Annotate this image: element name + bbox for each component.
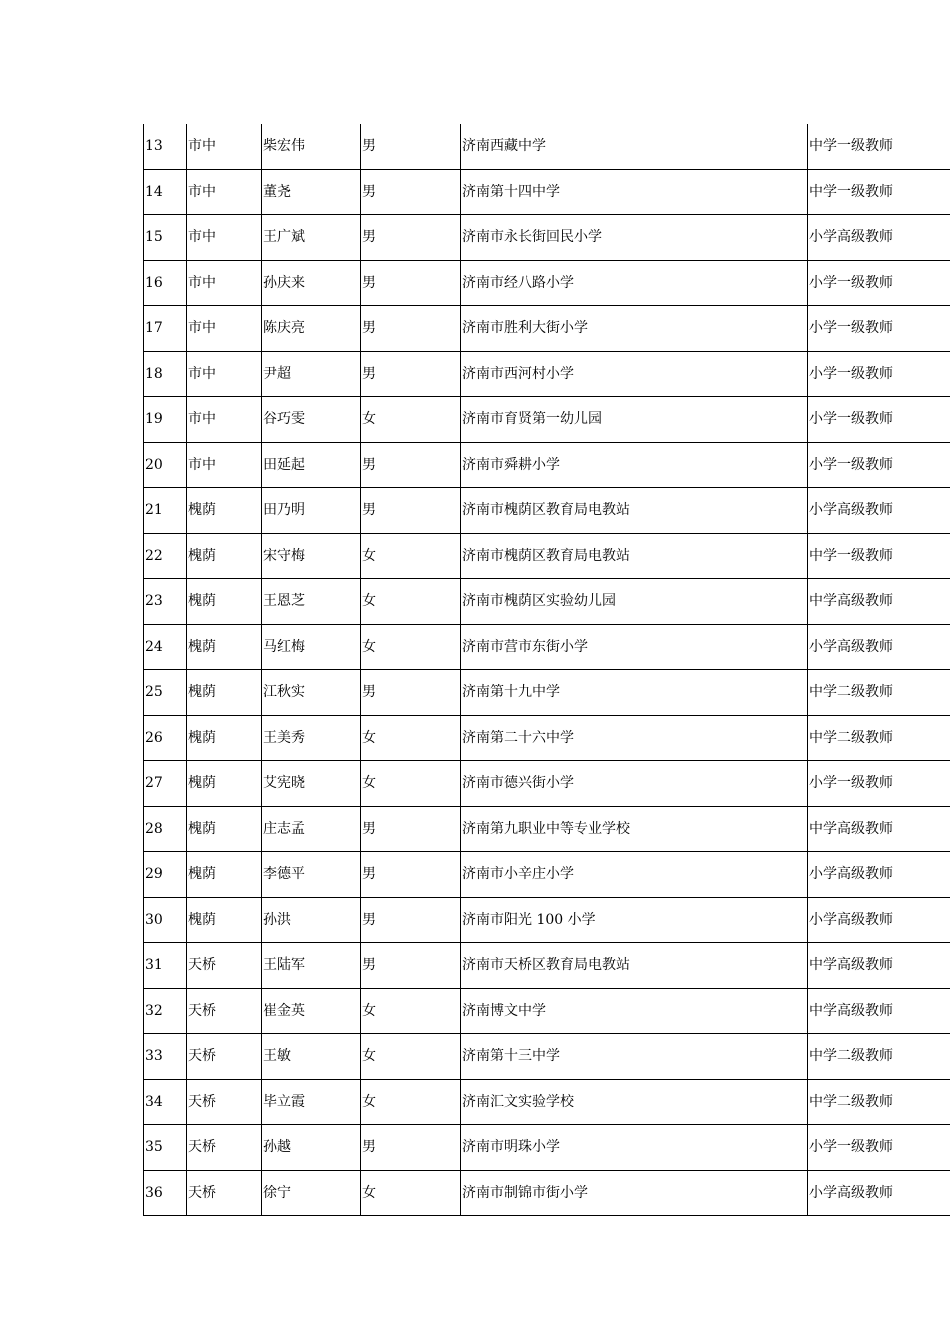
cell-professional-title: 中学高级教师 <box>808 988 950 1034</box>
cell-number: 16 <box>144 260 187 306</box>
cell-school: 济南市槐荫区教育局电教站 <box>461 488 808 534</box>
cell-gender: 女 <box>361 715 461 761</box>
cell-number: 21 <box>144 488 187 534</box>
cell-teacher-name: 田延起 <box>262 442 361 488</box>
cell-district: 槐荫 <box>187 488 262 534</box>
table-row <box>144 1125 950 1171</box>
cell-number: 19 <box>144 397 187 443</box>
table-row <box>144 351 950 397</box>
cell-gender: 女 <box>361 624 461 670</box>
cell-district: 天桥 <box>187 988 262 1034</box>
cell-gender: 女 <box>361 761 461 807</box>
cell-teacher-name: 谷巧雯 <box>262 397 361 443</box>
cell-gender: 男 <box>361 124 461 169</box>
cell-professional-title: 中学二级教师 <box>808 1079 950 1125</box>
cell-number: 36 <box>144 1170 187 1216</box>
cell-number: 34 <box>144 1079 187 1125</box>
cell-gender: 男 <box>361 806 461 852</box>
cell-teacher-name: 崔金英 <box>262 988 361 1034</box>
cell-district: 市中 <box>187 351 262 397</box>
cell-teacher-name: 徐宁 <box>262 1170 361 1216</box>
table-row <box>144 579 950 625</box>
cell-gender: 男 <box>361 306 461 352</box>
cell-teacher-name: 孙洪 <box>262 897 361 943</box>
cell-teacher-name: 艾宪晓 <box>262 761 361 807</box>
cell-gender: 男 <box>361 943 461 989</box>
cell-number: 13 <box>144 124 187 169</box>
cell-number: 18 <box>144 351 187 397</box>
cell-professional-title: 小学一级教师 <box>808 761 950 807</box>
cell-professional-title: 小学高级教师 <box>808 1170 950 1216</box>
cell-professional-title: 小学一级教师 <box>808 306 950 352</box>
cell-district: 市中 <box>187 260 262 306</box>
cell-school: 济南市槐荫区教育局电教站 <box>461 533 808 579</box>
cell-district: 市中 <box>187 169 262 215</box>
cell-gender: 男 <box>361 488 461 534</box>
cell-gender: 女 <box>361 1079 461 1125</box>
table-row <box>144 397 950 443</box>
cell-school: 济南市天桥区教育局电教站 <box>461 943 808 989</box>
cell-district: 市中 <box>187 215 262 261</box>
cell-gender: 男 <box>361 897 461 943</box>
cell-school: 济南市槐荫区实验幼儿园 <box>461 579 808 625</box>
table-row <box>144 124 950 169</box>
cell-number: 35 <box>144 1125 187 1171</box>
cell-gender: 女 <box>361 1170 461 1216</box>
cell-school: 济南博文中学 <box>461 988 808 1034</box>
cell-teacher-name: 江秋实 <box>262 670 361 716</box>
cell-school: 济南第十四中学 <box>461 169 808 215</box>
cell-number: 17 <box>144 306 187 352</box>
cell-number: 27 <box>144 761 187 807</box>
cell-professional-title: 中学二级教师 <box>808 670 950 716</box>
cell-teacher-name: 田乃明 <box>262 488 361 534</box>
cell-teacher-name: 孙庆来 <box>262 260 361 306</box>
cell-number: 24 <box>144 624 187 670</box>
cell-school: 济南市德兴街小学 <box>461 761 808 807</box>
cell-number: 14 <box>144 169 187 215</box>
cell-district: 市中 <box>187 124 262 169</box>
cell-school: 济南市舜耕小学 <box>461 442 808 488</box>
table-row <box>144 988 950 1034</box>
cell-district: 槐荫 <box>187 852 262 898</box>
cell-number: 33 <box>144 1034 187 1080</box>
cell-professional-title: 小学高级教师 <box>808 624 950 670</box>
cell-gender: 男 <box>361 1125 461 1171</box>
cell-number: 29 <box>144 852 187 898</box>
cell-number: 25 <box>144 670 187 716</box>
cell-gender: 男 <box>361 670 461 716</box>
cell-gender: 男 <box>361 169 461 215</box>
cell-number: 30 <box>144 897 187 943</box>
table-row <box>144 943 950 989</box>
table-row <box>144 488 950 534</box>
table-row <box>144 624 950 670</box>
cell-teacher-name: 王敏 <box>262 1034 361 1080</box>
cell-professional-title: 中学一级教师 <box>808 533 950 579</box>
table-body <box>144 124 950 1216</box>
cell-teacher-name: 王广斌 <box>262 215 361 261</box>
cell-teacher-name: 孙越 <box>262 1125 361 1171</box>
table-row <box>144 169 950 215</box>
table-row <box>144 670 950 716</box>
cell-district: 槐荫 <box>187 715 262 761</box>
cell-teacher-name: 柴宏伟 <box>262 124 361 169</box>
cell-number: 20 <box>144 442 187 488</box>
cell-professional-title: 小学高级教师 <box>808 488 950 534</box>
cell-number: 22 <box>144 533 187 579</box>
table-row <box>144 306 950 352</box>
cell-number: 28 <box>144 806 187 852</box>
cell-district: 槐荫 <box>187 806 262 852</box>
cell-school: 济南第二十六中学 <box>461 715 808 761</box>
cell-number: 26 <box>144 715 187 761</box>
cell-number: 23 <box>144 579 187 625</box>
table-row <box>144 1079 950 1125</box>
cell-gender: 男 <box>361 351 461 397</box>
table-row <box>144 897 950 943</box>
cell-professional-title: 小学一级教师 <box>808 397 950 443</box>
table-row <box>144 1034 950 1080</box>
cell-district: 天桥 <box>187 1034 262 1080</box>
cell-professional-title: 小学高级教师 <box>808 897 950 943</box>
cell-gender: 男 <box>361 215 461 261</box>
cell-school: 济南市明珠小学 <box>461 1125 808 1171</box>
cell-professional-title: 中学一级教师 <box>808 124 950 169</box>
cell-gender: 男 <box>361 442 461 488</box>
cell-professional-title: 中学一级教师 <box>808 169 950 215</box>
cell-district: 天桥 <box>187 1125 262 1171</box>
cell-school: 济南第十九中学 <box>461 670 808 716</box>
cell-school: 济南市营市东街小学 <box>461 624 808 670</box>
cell-district: 槐荫 <box>187 670 262 716</box>
table-row <box>144 442 950 488</box>
cell-district: 市中 <box>187 397 262 443</box>
cell-district: 槐荫 <box>187 624 262 670</box>
cell-school: 济南市阳光 100 小学 <box>461 897 808 943</box>
cell-school: 济南市育贤第一幼儿园 <box>461 397 808 443</box>
cell-professional-title: 小学一级教师 <box>808 442 950 488</box>
cell-district: 槐荫 <box>187 579 262 625</box>
cell-professional-title: 小学高级教师 <box>808 215 950 261</box>
cell-number: 15 <box>144 215 187 261</box>
cell-district: 天桥 <box>187 943 262 989</box>
cell-district: 市中 <box>187 442 262 488</box>
cell-number: 31 <box>144 943 187 989</box>
cell-gender: 女 <box>361 533 461 579</box>
cell-teacher-name: 陈庆亮 <box>262 306 361 352</box>
cell-teacher-name: 董尧 <box>262 169 361 215</box>
table-row <box>144 1170 950 1216</box>
cell-school: 济南第九职业中等专业学校 <box>461 806 808 852</box>
table-row <box>144 715 950 761</box>
cell-professional-title: 小学一级教师 <box>808 351 950 397</box>
cell-school: 济南市胜利大街小学 <box>461 306 808 352</box>
cell-professional-title: 中学高级教师 <box>808 579 950 625</box>
cell-district: 天桥 <box>187 1170 262 1216</box>
cell-school: 济南汇文实验学校 <box>461 1079 808 1125</box>
cell-district: 槐荫 <box>187 897 262 943</box>
cell-teacher-name: 王恩芝 <box>262 579 361 625</box>
cell-school: 济南市小辛庄小学 <box>461 852 808 898</box>
cell-professional-title: 中学高级教师 <box>808 806 950 852</box>
cell-teacher-name: 尹超 <box>262 351 361 397</box>
cell-gender: 男 <box>361 852 461 898</box>
table-row <box>144 806 950 852</box>
cell-district: 槐荫 <box>187 533 262 579</box>
cell-professional-title: 小学一级教师 <box>808 1125 950 1171</box>
table-row <box>144 215 950 261</box>
cell-professional-title: 中学高级教师 <box>808 943 950 989</box>
cell-teacher-name: 王陆军 <box>262 943 361 989</box>
cell-professional-title: 中学二级教师 <box>808 1034 950 1080</box>
table-row <box>144 852 950 898</box>
cell-teacher-name: 庄志孟 <box>262 806 361 852</box>
cell-teacher-name: 毕立霞 <box>262 1079 361 1125</box>
cell-gender: 女 <box>361 1034 461 1080</box>
cell-teacher-name: 王美秀 <box>262 715 361 761</box>
cell-professional-title: 小学高级教师 <box>808 852 950 898</box>
cell-school: 济南第十三中学 <box>461 1034 808 1080</box>
cell-district: 槐荫 <box>187 761 262 807</box>
cell-professional-title: 中学二级教师 <box>808 715 950 761</box>
cell-gender: 男 <box>361 260 461 306</box>
cell-professional-title: 小学一级教师 <box>808 260 950 306</box>
cell-school: 济南市经八路小学 <box>461 260 808 306</box>
cell-school: 济南西藏中学 <box>461 124 808 169</box>
cell-teacher-name: 马红梅 <box>262 624 361 670</box>
cell-teacher-name: 宋守梅 <box>262 533 361 579</box>
cell-school: 济南市永长街回民小学 <box>461 215 808 261</box>
table-row <box>144 533 950 579</box>
cell-school: 济南市制锦市街小学 <box>461 1170 808 1216</box>
cell-gender: 女 <box>361 397 461 443</box>
cell-teacher-name: 李德平 <box>262 852 361 898</box>
table-row <box>144 260 950 306</box>
cell-school: 济南市西河村小学 <box>461 351 808 397</box>
teacher-list-table <box>143 124 950 1216</box>
cell-number: 32 <box>144 988 187 1034</box>
cell-gender: 女 <box>361 988 461 1034</box>
table-row <box>144 761 950 807</box>
cell-district: 市中 <box>187 306 262 352</box>
cell-gender: 女 <box>361 579 461 625</box>
cell-district: 天桥 <box>187 1079 262 1125</box>
